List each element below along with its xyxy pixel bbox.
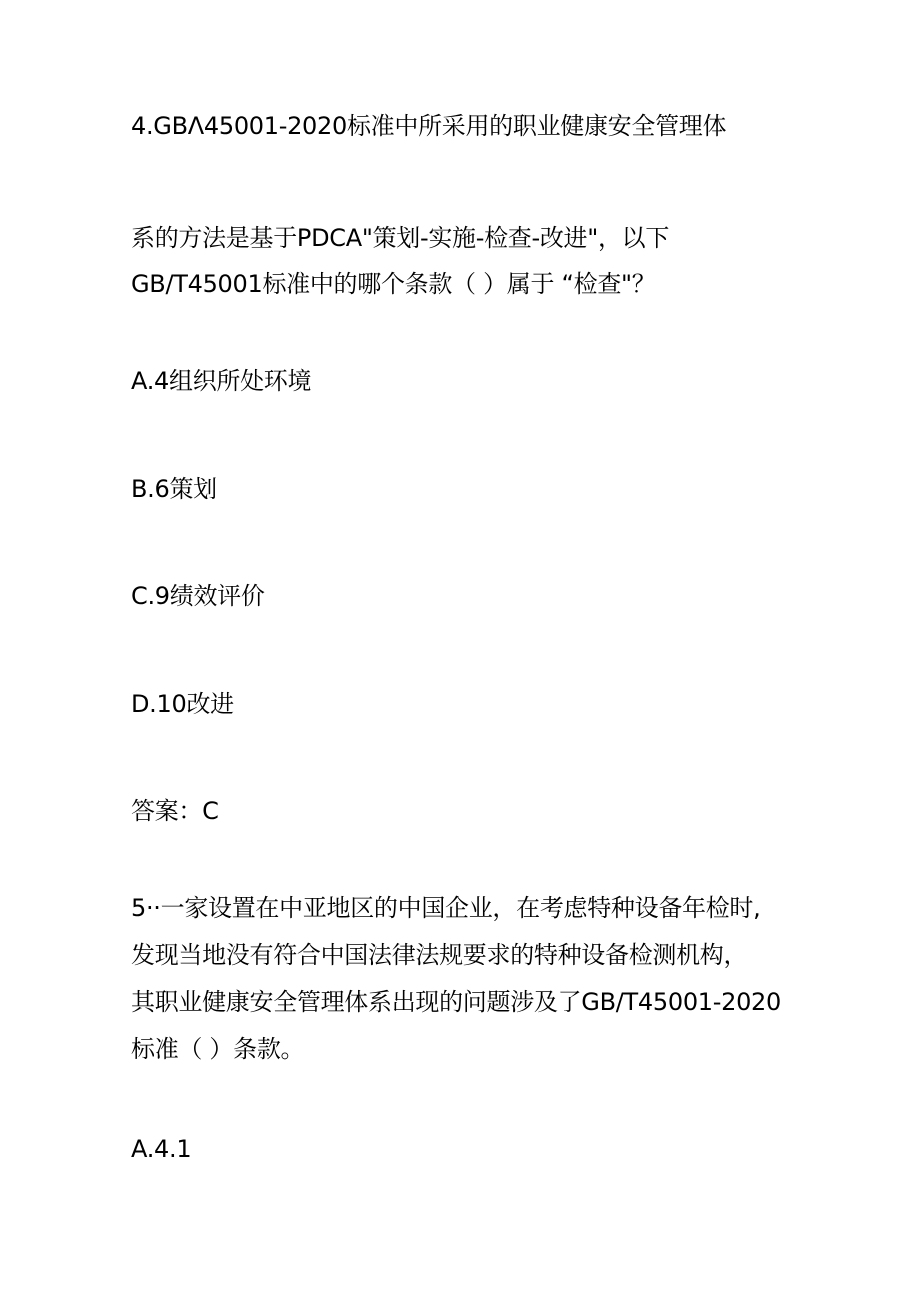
- question-4-answer: 答案：C: [131, 797, 219, 825]
- question-4-option-b: B.6策划: [131, 475, 217, 503]
- question-4-stem-line-2: 系的方法是基于PDCA"策划-实施-检查-改进"，以下: [131, 224, 670, 252]
- question-5-stem-line-3: 其职业健康安全管理体系出现的问题涉及了GB/T45001-2020: [131, 988, 781, 1016]
- question-5-stem-line-4: 标准（ ）条款。: [131, 1035, 305, 1063]
- question-5-stem-line-2: 发现当地没有符合中国法律法规要求的特种设备检测机构，: [131, 941, 748, 969]
- question-4-option-a: A.4组织所处环境: [131, 367, 312, 395]
- question-4-stem-line-1: 4.GBΛ45001-2020标准中所采用的职业健康安全管理体: [131, 112, 727, 140]
- question-4-option-d: D.10改进: [131, 690, 234, 718]
- question-4-stem-line-3: GB/T45001标准中的哪个条款（ ）属于 “检查"？: [131, 270, 656, 298]
- question-4-option-c: C.9绩效评价: [131, 582, 265, 610]
- question-5-option-a: A.4.1: [131, 1135, 192, 1163]
- question-5-stem-line-1: 5··一家设置在中亚地区的中国企业，在考虑特种设备年检时,: [131, 894, 761, 922]
